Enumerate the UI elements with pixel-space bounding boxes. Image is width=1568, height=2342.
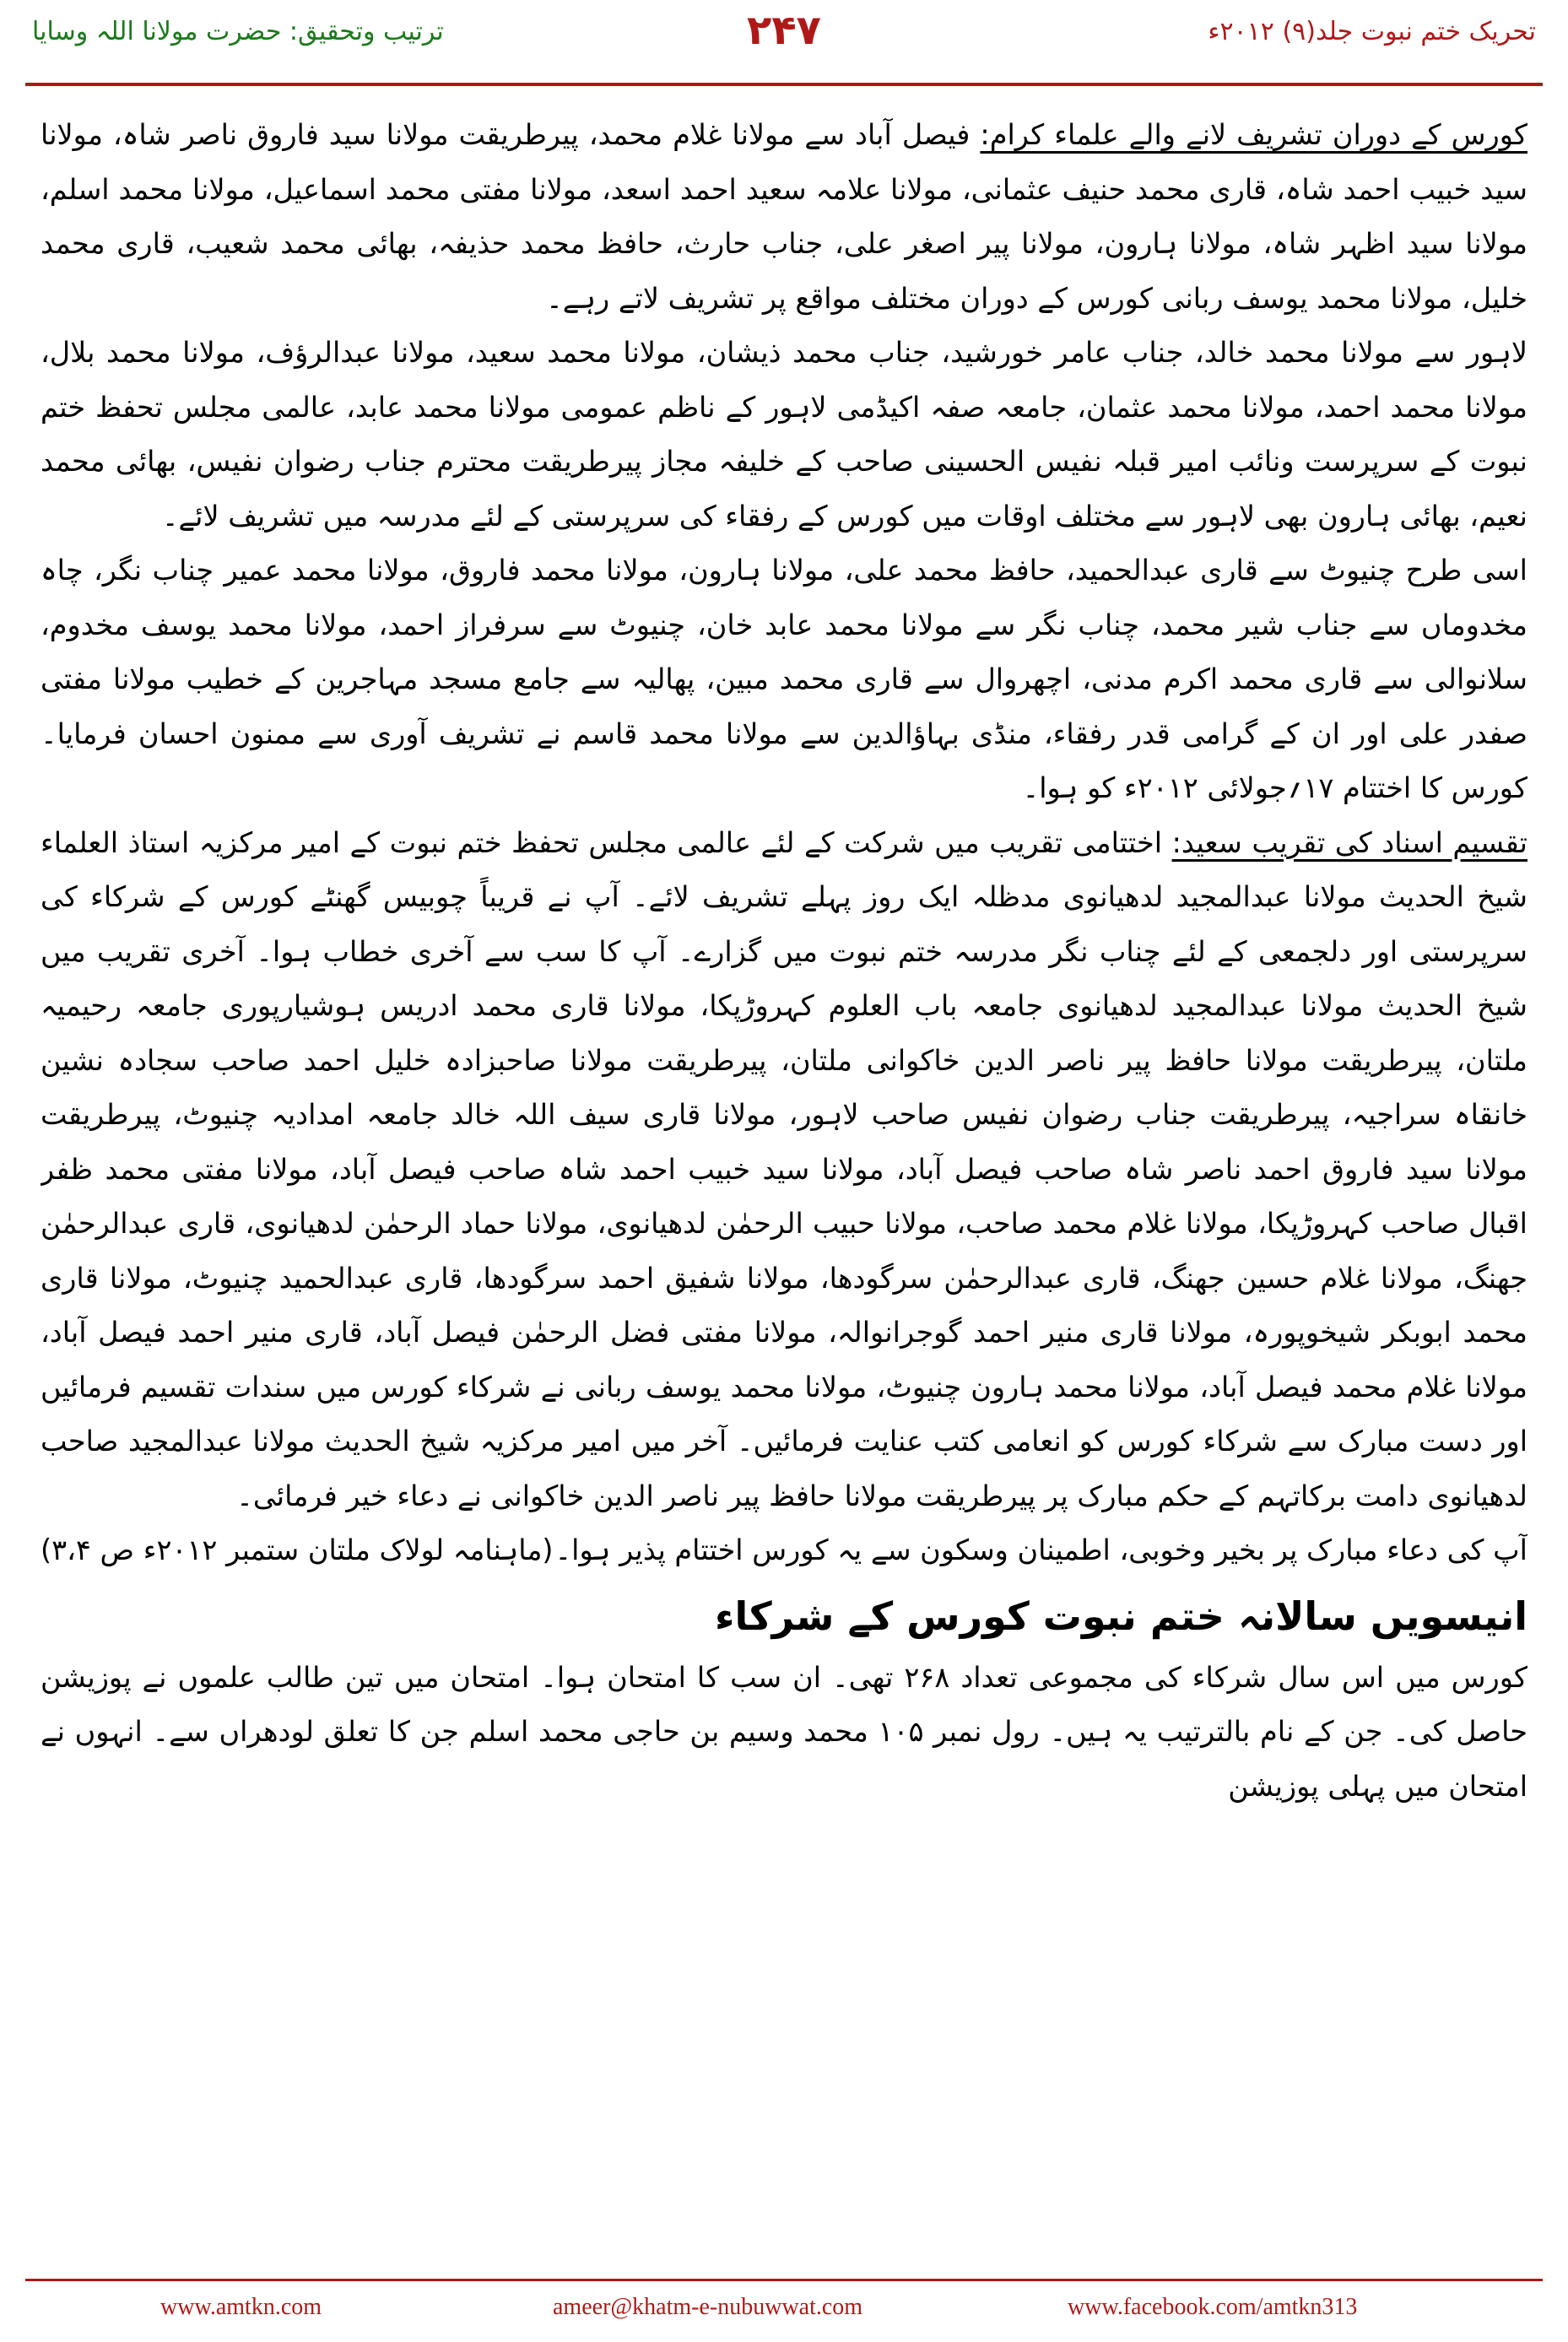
- closing-line: [41, 1523, 1527, 1578]
- paragraph-chiniot: اسی طرح چنیوٹ سے قاری عبدالحمید، حافظ محمد علی، مولانا ہارون، مولانا محمد فاروق، مولانا محمد عمیر چناب نگر، چاہ مخدوماں سے جناب شیر محمد، چناب نگر سے مولانا محمد عابد خان، چنیوٹ سے سرفراز احمد، مولانا محمد یوسف مخدوم، سلانوالی سے قاری محمد اکرم مدنی، اچھروال سے قاری محمد مبین، پھالیہ سے جامع مسجد مہاجرین کے خطیب مولانا مفتی صفدر علی اور ان کے گرامی قدر رفقاء، منڈی بہاؤالدین سے مولانا محمد قاسم نے تشریف آوری سے ممنون احسان فرمایا۔ کورس کا اختتام ۱۷؍جولائی ۲۰۱۲ء کو ہوا۔: [41, 554, 1527, 804]
- footer-website-link[interactable]: www.amtkn.com: [160, 2294, 322, 2320]
- paragraph-heading: تقسیم اسناد کی تقریب سعید:: [1171, 825, 1527, 859]
- footer-divider: [25, 2279, 1543, 2281]
- footer-facebook-link[interactable]: www.facebook.com/amtkn313: [1068, 2294, 1358, 2320]
- paragraph-heading: کورس کے دوران تشریف لانے والے علماء کرام:: [980, 118, 1527, 151]
- paragraph-participants: کورس میں اس سال شرکاء کی مجموعی تعداد ۲۶۸ تھی۔ ان سب کا امتحان ہوا۔ امتحان میں تین طالب علموں نے پوزیشن حاصل کی۔ جن کے نام بالترتیب یہ ہیں۔ رول نمبر ۱۰۵ محمد وسیم بن حاجی محمد اسلم جن کا تعلق لودھراں سے۔ انہوں نے امتحان میں پہلی پوزیشن: [41, 1660, 1527, 1803]
- paragraph-lahore: لاہور سے مولانا محمد خالد، جناب عامر خورشید، جناب محمد ذیشان، مولانا محمد سعید، مولانا عبدالرؤف، مولانا محمد بلال، مولانا محمد احمد، مولانا محمد عثمان، جامعہ صفہ اکیڈمی لاہور کے ناظم عمومی مولانا محمد عابد، عالمی مجلس تحفظ ختم نبوت کے سرپرست ونائب امیر قبلہ نفیس الحسینی صاحب کے خلیفہ مجاز پیرطریقت محترم جناب رضوان نفیس، بھائی محمد نعیم، بھائی ہارون بھی لاہور سے مختلف اوقات میں کورس کے رفقاء کی سرپرستی کے لئے مدرسہ میں تشریف لائے۔: [41, 336, 1527, 533]
- page-body: [41, 108, 1527, 2269]
- footer-email-link[interactable]: ameer@khatm-e-nubuwwat.com: [553, 2294, 863, 2320]
- closing-text: آپ کی دعاء مبارک پر بخیر وخوبی، اطمینان وسکون سے یہ کورس اختتام پذیر ہوا۔: [554, 1533, 1527, 1566]
- header-divider: [25, 83, 1543, 86]
- page-footer: [0, 2294, 1568, 2328]
- paragraph-certificate-ceremony: [41, 816, 1527, 1524]
- page-header: [0, 0, 1568, 78]
- header-book-title: تحریک ختم نبوت جلد(۹) ۲۰۱۲ء: [1208, 17, 1536, 46]
- paragraph-text: اختتامی تقریب میں شرکت کے لئے عالمی مجلس تحفظ ختم نبوت کے امیر مرکزیہ استاذ العلماء شیخ الحدیث مولانا عبدالمجید لدھیانوی مدظلہ ایک روز پہلے تشریف لائے۔ آپ نے قریباً چوبیس گھنٹے کورس کے شرکاء کی سرپرستی اور دلجمعی کے لئے چناب نگر مدرسہ ختم نبوت میں گزارے۔ آپ کا سب سے آخری خطاب ہوا۔ آخری تقریب میں شیخ الحدیث مولانا عبدالمجید لدھیانوی جامعہ باب العلوم کہروڑپکا، مولانا قاری محمد ادریس ہوشیارپوری جامعہ رحیمیہ ملتان، پیرطریقت مولانا حافظ پیر ناصر الدین خاکوانی ملتان، پیرطریقت مولانا صاحبزادہ خلیل احمد صاحب سجادہ نشین خانقاہ سراجیہ، پیرطریقت جناب رضوان نفیس صاحب لاہور، مولانا قاری سیف اللہ خالد جامعہ امدادیہ چنیوٹ، پیرطریقت مولانا سید فاروق احمد ناصر شاہ صاحب فیصل آباد، مولانا سید خبیب احمد شاہ صاحب فیصل آباد، مولانا مفتی محمد ظفر اقبال صاحب کہروڑپکا، مولانا غلام محمد صاحب، مولانا حبیب الرحمٰن لدھیانوی، مولانا حماد الرحمٰن لدھیانوی، قاری عبدالرحمٰن جھنگ، مولانا غلام حسین جھنگ، قاری عبدالرحمٰن سرگودھا، مولانا شفیق احمد سرگودھا، قاری عبدالحمید چنیوٹ، مولانا قاری محمد ابوبکر شیخوپورہ، مولانا قاری منیر احمد گوجرانوالہ، مولانا مفتی فضل الرحمٰن فیصل آباد، قاری منیر احمد فیصل آباد، مولانا غلام محمد فیصل آباد، مولانا محمد ہارون چنیوٹ، مولانا محمد یوسف ربانی نے شرکاء کورس میں سندات تقسیم فرمائیں اور دست مبارک سے شرکاء کورس کو انعامی کتب عنایت فرمائیں۔ آخر میں امیر مرکزیہ شیخ الحدیث مولانا عبدالمجید صاحب لدھیانوی دامت برکاتہم کے حکم مبارک پر پیرطریقت مولانا حافظ پیر ناصر الدین خاکوانی نے دعاء خیر فرمائی۔: [41, 825, 1527, 1512]
- page-number: ۲۴۷: [747, 7, 821, 54]
- section-title: انیسویں سالانہ ختم نبوت کورس کے شرکاء: [715, 1593, 1527, 1639]
- citation: (ماہنامہ لولاک ملتان ستمبر ۲۰۱۲ء ص ۳،۴): [41, 1533, 554, 1566]
- paragraph-visiting-scholars: [41, 108, 1527, 326]
- paragraph-text: فیصل آباد سے مولانا غلام محمد، پیرطریقت مولانا سید فاروق ناصر شاہ، مولانا سید خبیب احمد شاہ، قاری محمد حنیف عثمانی، مولانا علامہ سعید احمد اسعد، مولانا مفتی محمد اسماعیل، مولانا محمد اسلم، مولانا سید اظہر شاہ، مولانا ہارون، مولانا پیر اصغر علی، جناب حارث، حافظ محمد حذیفہ، بھائی محمد شعیب، قاری محمد خلیل، مولانا محمد یوسف ربانی کورس کے دوران مختلف مواقع پر تشریف لاتے رہے۔: [41, 118, 1527, 315]
- header-compiler: ترتیب وتحقیق: حضرت مولانا اللہ وسایا: [32, 17, 444, 46]
